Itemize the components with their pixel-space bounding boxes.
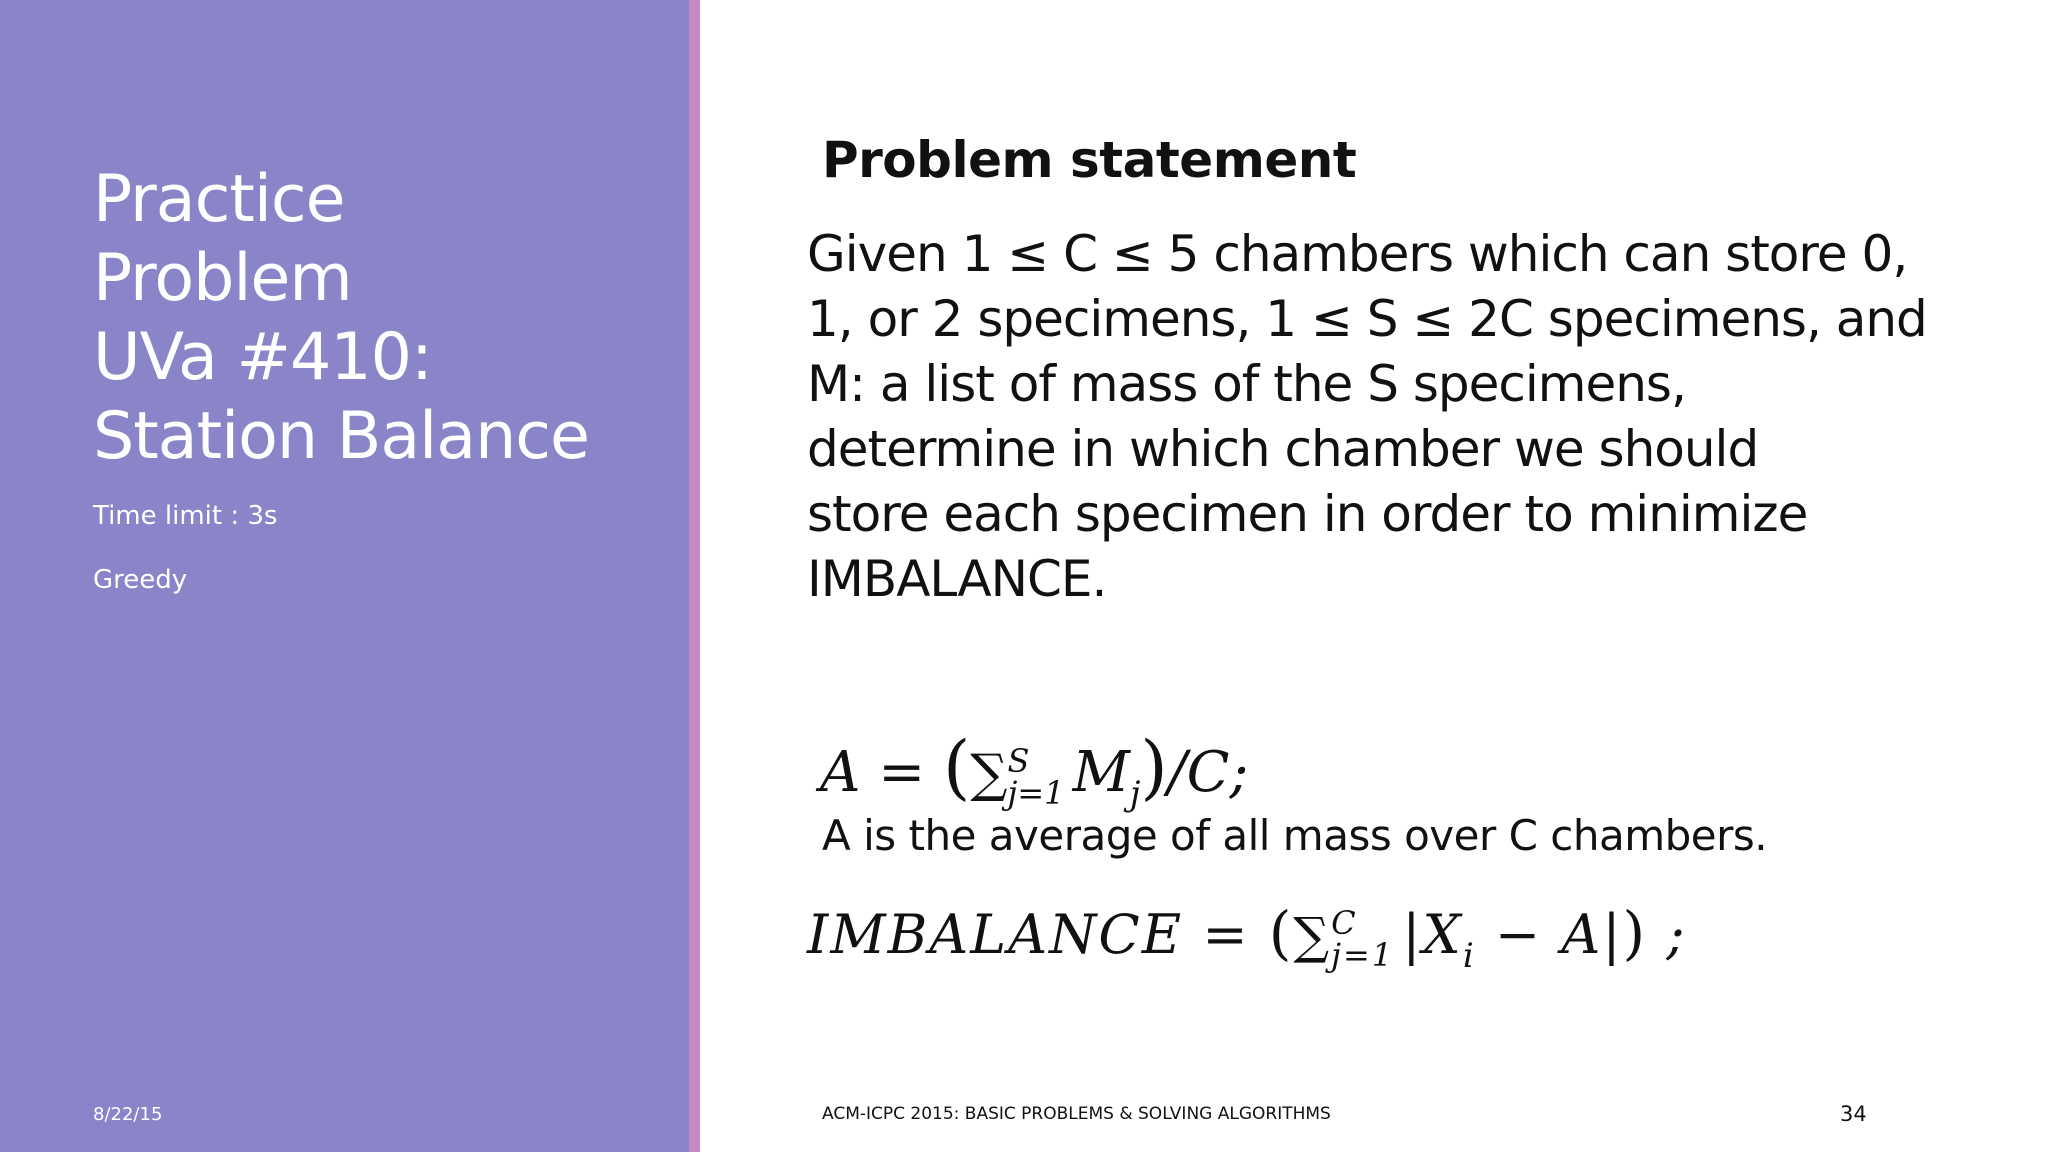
- formula-symbol: −: [1494, 903, 1543, 966]
- slide-title: [93, 160, 673, 476]
- formula-symbol: ;: [1666, 903, 1687, 966]
- sum-upper-limit: S: [1007, 741, 1030, 780]
- formula-symbol: IMBALANCE: [807, 903, 1184, 966]
- sum-symbol: ∑: [970, 744, 1008, 804]
- problem-statement: [807, 222, 1927, 612]
- title-line: UVa #410:: [93, 320, 432, 395]
- formula-symbol: (: [943, 726, 971, 808]
- page-number: 34: [1840, 1102, 1867, 1126]
- formula-subscript: j: [1129, 774, 1141, 814]
- sum-lower-limit: j=1: [1331, 936, 1395, 974]
- formula-symbol: |: [1602, 903, 1623, 966]
- formula-symbol: |: [1402, 903, 1423, 966]
- formula-symbol: X: [1422, 903, 1463, 966]
- sum-upper-limit: C: [1331, 904, 1358, 942]
- formula-subscript: i: [1462, 936, 1476, 976]
- formula-symbol: M: [1072, 740, 1130, 805]
- imbalance-formula: [807, 898, 1687, 991]
- sum-limits: [1007, 741, 1065, 812]
- sum-symbol: ∑: [1293, 907, 1332, 965]
- time-limit-text: Time limit : 3s: [93, 501, 278, 531]
- statement-line: M: a list of mass of the S specimens,: [807, 355, 1686, 413]
- formula-symbol: =: [878, 740, 926, 805]
- accent-divider: [689, 0, 700, 1152]
- formula-symbol: /C;: [1167, 740, 1249, 805]
- formula-symbol: A: [1561, 903, 1603, 966]
- formula-symbol: ): [1622, 899, 1648, 967]
- statement-line: determine in which chamber we should: [807, 420, 1759, 478]
- title-line: Station Balance: [93, 399, 589, 474]
- statement-line: Given 1 ≤ C ≤ 5 chambers which can store 0,: [807, 225, 1908, 283]
- title-line: Practice: [93, 162, 345, 237]
- average-caption: A is the average of all mass over C chambers.: [822, 811, 1768, 860]
- statement-line: 1, or 2 specimens, 1 ≤ S ≤ 2C specimens, and: [807, 290, 1927, 348]
- formula-symbol: =: [1202, 903, 1250, 966]
- category-text: Greedy: [93, 565, 188, 595]
- sum-limits: [1331, 904, 1395, 974]
- formula-symbol: (: [1268, 899, 1294, 967]
- statement-line: store each specimen in order to minimize: [807, 485, 1808, 543]
- problem-heading: Problem statement: [822, 131, 1357, 189]
- title-line: Problem: [93, 241, 352, 316]
- statement-line: IMBALANCE.: [807, 550, 1107, 608]
- slide-date: 8/22/15: [93, 1104, 163, 1125]
- formula-symbol: ): [1140, 726, 1168, 808]
- formula-symbol: A: [820, 740, 861, 805]
- footer-title: ACM-ICPC 2015: BASIC PROBLEMS & SOLVING ALGORITHMS: [822, 1104, 1331, 1124]
- sum-lower-limit: j=1: [1007, 773, 1065, 812]
